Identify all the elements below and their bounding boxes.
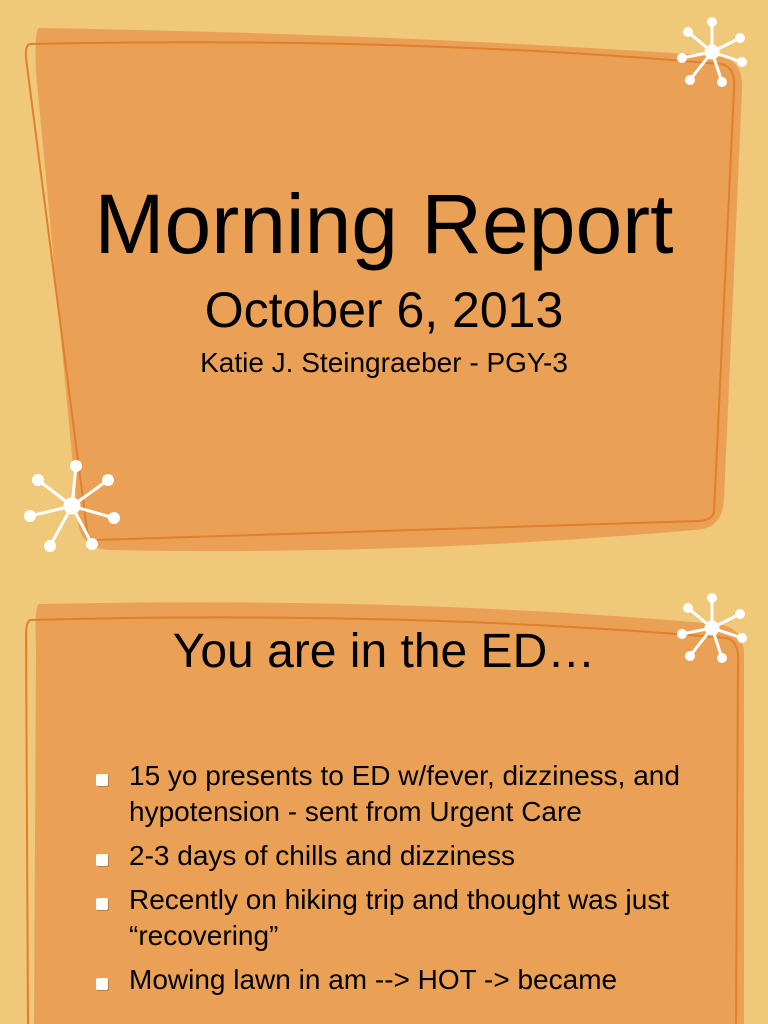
square-bullet-icon: [96, 978, 108, 990]
slide-title: Morning Report: [94, 177, 674, 271]
list-item: [96, 882, 696, 954]
list-item: [96, 758, 696, 830]
bullet-text: Recently on hiking trip and thought was just “recovering”: [129, 884, 670, 951]
square-bullet-icon: [96, 774, 108, 786]
bullet-list: [96, 758, 696, 1006]
list-item: [96, 962, 696, 998]
report-date: October 6, 2013: [204, 282, 564, 338]
bullet-text: Mowing lawn in am --> HOT -> became: [129, 964, 618, 995]
list-item: [96, 838, 696, 874]
bullet-text: 2-3 days of chills and dizziness: [129, 840, 515, 871]
bullet-text: 15 yo presents to ED w/fever, dizziness, and hypotension - sent from Urgent Care: [129, 760, 680, 827]
square-bullet-icon: [96, 854, 108, 866]
square-bullet-icon: [96, 898, 108, 910]
slide-title: You are in the ED…: [172, 625, 596, 678]
case-slide: [0, 576, 768, 1024]
presenter-name: Katie J. Steingraeber - PGY-3: [200, 347, 568, 378]
